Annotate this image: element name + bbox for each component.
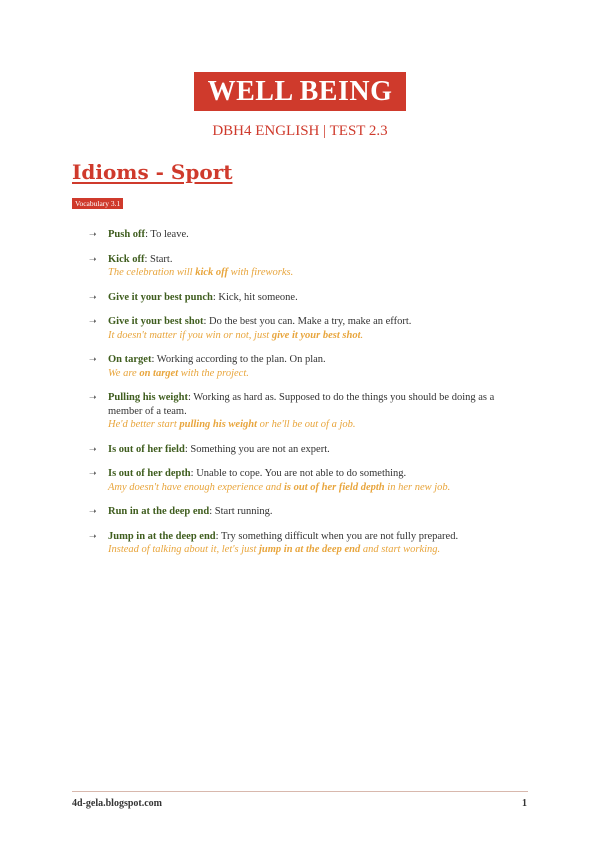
page-number: 1 xyxy=(522,798,527,809)
document-subtitle: DBH4 ENGLISH | TEST 2.3 xyxy=(212,123,388,139)
idiom-item xyxy=(89,530,530,557)
idiom-definition: : Unable to cope. You are not able to do something. xyxy=(190,468,407,479)
idiom-term: Pulling his weight xyxy=(108,392,188,403)
footer-divider xyxy=(72,791,528,792)
idiom-list xyxy=(89,228,530,568)
idiom-definition: : Working according to the plan. On plan. xyxy=(151,354,326,365)
idiom-item xyxy=(89,467,530,494)
idiom-term: Push off xyxy=(108,229,146,240)
idiom-definition: : Start. xyxy=(144,253,173,265)
arrow-bullet-icon: ➝ xyxy=(89,291,97,302)
idiom-item xyxy=(89,443,530,457)
arrow-bullet-icon: ➝ xyxy=(89,253,97,264)
arrow-bullet-icon: ➝ xyxy=(89,530,97,541)
idiom-term: Jump in at the deep end xyxy=(108,530,216,542)
idiom-item xyxy=(89,505,530,519)
idiom-term: Give it your best punch xyxy=(108,291,213,303)
idiom-term: On target xyxy=(108,354,152,365)
idiom-definition: : Try something difficult when you are not fully prepared. xyxy=(215,530,459,542)
idiom-example: Instead of talking about it, let's just jump in at the deep end and start working. xyxy=(108,544,441,555)
idiom-term: Run in at the deep end xyxy=(108,506,210,517)
idiom-example: We are on target with the project. xyxy=(108,367,249,379)
idiom-item xyxy=(89,228,530,242)
idiom-term: Kick off xyxy=(108,253,145,265)
arrow-bullet-icon: ➝ xyxy=(89,229,97,239)
idiom-definition: : Start running. xyxy=(209,506,273,517)
idiom-term: Is out of her depth xyxy=(108,468,191,479)
arrow-bullet-icon: ➝ xyxy=(89,506,97,516)
idiom-definition: : Kick, hit someone. xyxy=(212,291,298,303)
arrow-bullet-icon: ➝ xyxy=(89,468,97,478)
idiom-example: He'd better start pulling his weight or he'll be out of a job. xyxy=(108,419,356,430)
section-heading: Idioms - Sport xyxy=(72,160,233,184)
idiom-term: Give it your best shot xyxy=(108,316,204,327)
arrow-bullet-icon: ➝ xyxy=(89,354,97,364)
idiom-definition: : Something you are not an expert. xyxy=(184,443,330,455)
arrow-bullet-icon: ➝ xyxy=(89,443,97,454)
idiom-item xyxy=(89,391,530,432)
idiom-item xyxy=(89,291,530,305)
footer-site: 4d-gela.blogspot.com xyxy=(72,798,162,809)
idiom-example: Amy doesn't have enough experience and is out of her field depth in her new job. xyxy=(108,481,451,493)
idiom-definition: : To leave. xyxy=(145,229,189,240)
idiom-item xyxy=(89,253,530,280)
arrow-bullet-icon: ➝ xyxy=(89,316,97,326)
idiom-term: Is out of her field xyxy=(108,443,185,455)
idiom-definition: : Do the best you can. Make a try, make an effort. xyxy=(203,316,412,327)
idiom-definition: : Working as hard as. Supposed to do the things you should be doing as a member of a team. xyxy=(108,392,495,417)
idiom-example: The celebration will kick off with fireworks. xyxy=(108,267,294,278)
document-title: WELL BEING xyxy=(194,72,406,111)
vocabulary-badge: Vocabulary 3.1 xyxy=(72,198,123,209)
idiom-example: It doesn't matter if you win or not, just give it your best shot. xyxy=(108,329,364,341)
idiom-item xyxy=(89,315,530,342)
arrow-bullet-icon: ➝ xyxy=(89,392,97,402)
idiom-item xyxy=(89,353,530,380)
